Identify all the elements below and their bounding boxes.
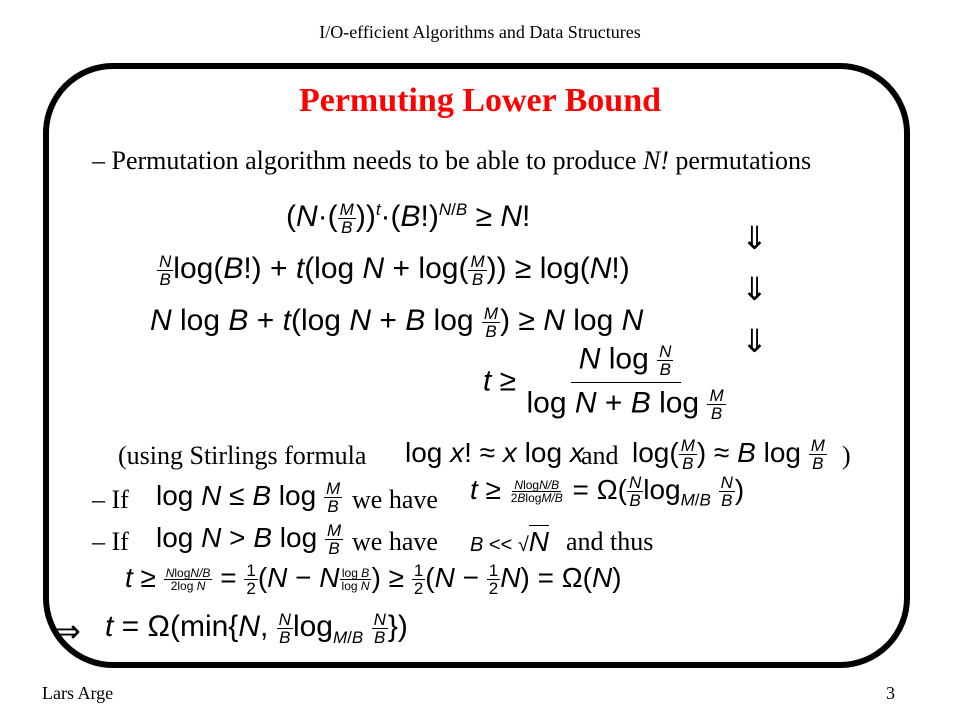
implies-arrow-icon: ⇒ — [54, 612, 81, 650]
equation-2: $\frac{N}{B}$ log(B!) + t(log N + log( $\frac{M}{B}$ )) ≥ log(N!) — [159, 251, 630, 289]
case1-label — [92, 485, 129, 515]
case2-if: If — [111, 527, 129, 556]
case1-we-have: we have — [352, 485, 438, 514]
bullet-text-after: permutations — [668, 146, 812, 175]
case1-result: t ≥ $\frac{NlogN/B}{2BlogM/B}$ = Ω( $\frac{N}{B}$ $\log_{M/B}$ $\frac{N}{B}$ ) — [470, 473, 745, 511]
slide-header: I/O-efficient Algorithms and Data Structures — [319, 22, 641, 42]
case2-result: t ≥ $\frac{NlogN/B}{\text{2log N}}$ = $\frac{1}{2}$ (N − N $\frac{\text{log B}}{\text{log N}}$ ) ≥ $\frac{1}{2}$ (N − $\frac{1}{2}$ N) = Ω(N) — [125, 561, 622, 599]
equation-3: N log B + t(log N + B log $\frac{M}{B}$ ) ≥ N log N — [150, 303, 644, 341]
stirling-formula-1: log x! ≈ x log x — [405, 437, 584, 468]
case2-dash: – — [92, 527, 105, 556]
stirling-and: and — [581, 441, 619, 470]
case2-condition-2: B << √N — [470, 526, 550, 557]
down-arrow-icon: ⇓ — [741, 322, 768, 360]
case1-if: If — [111, 485, 129, 514]
down-arrow-icon: ⇓ — [741, 219, 768, 257]
case1-condition: log N ≤ B log $\frac{M}{B}$ — [156, 479, 341, 517]
bullet-italic: N! — [642, 146, 669, 175]
page-number: 3 — [886, 683, 895, 703]
case2-label — [92, 527, 129, 557]
equation-4: t ≥ N log $\frac{N}{B}$ log N + B log $\frac{M}{B}$ — [483, 342, 724, 423]
case2-and-thus: and thus — [566, 527, 654, 556]
slide-title: Permuting Lower Bound — [298, 82, 662, 119]
conclusion-formula: t = Ω(min{N, $\frac{N}{B}$ $\log_{M/B}$ $\frac{N}{B}$ }) — [105, 609, 408, 647]
case2-condition: log N > B log $\frac{M}{B}$ — [156, 521, 342, 559]
stirling-close: ) — [842, 441, 851, 470]
bullet-dash: – — [92, 146, 105, 175]
stirling-open: (using Stirlings formula — [118, 441, 367, 470]
bullet-text: Permutation algorithm needs to be able to produce — [111, 146, 643, 175]
equation-1: (N·( $\frac{M}{B}$ ))$^t\cdot(B!)^{N/B} \ge N$! — [286, 199, 531, 237]
case2-we-have: we have — [352, 527, 438, 556]
footer-author: Lars Arge — [42, 683, 114, 703]
bullet-permutations — [92, 146, 811, 176]
case1-dash: – — [92, 485, 105, 514]
stirling-formula-2: log( $\frac{M}{B}$ ) ≈ B log $\frac{M}{B}$ — [632, 436, 825, 474]
down-arrow-icon: ⇓ — [741, 270, 768, 308]
